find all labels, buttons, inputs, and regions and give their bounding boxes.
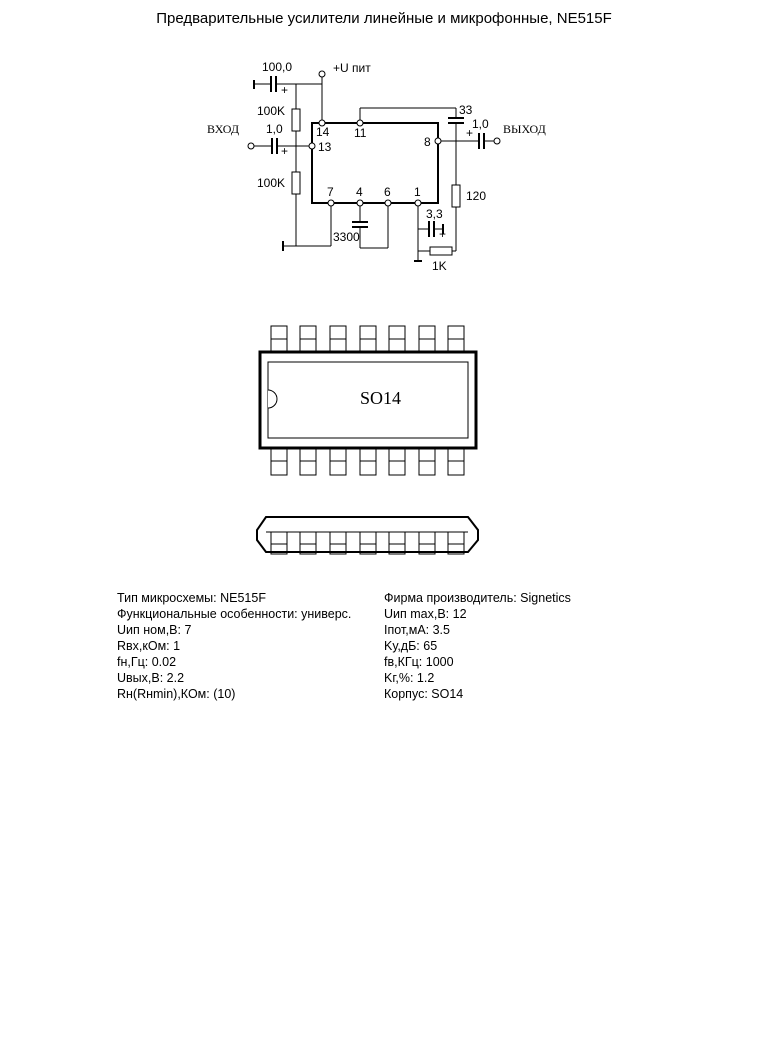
pin-14: 14 bbox=[316, 125, 330, 139]
pin-13: 13 bbox=[318, 140, 332, 154]
label-r-emitter: 1K bbox=[432, 259, 447, 273]
resistor-100k-bottom bbox=[292, 172, 300, 194]
param-chip-type: Тип микросхемы: NE515F bbox=[117, 591, 266, 605]
pin-8: 8 bbox=[424, 135, 431, 149]
resistor-100k-top bbox=[292, 109, 300, 131]
label-r-top: 100K bbox=[257, 104, 286, 118]
label-input: ВХОД bbox=[207, 122, 240, 136]
param-uout: Uвых,В: 2.2 bbox=[117, 671, 185, 685]
label-c-emitter: 3,3 bbox=[426, 207, 443, 221]
param-rin: Rвх,кОм: 1 bbox=[117, 639, 181, 653]
param-f-high: fв,КГц: 1000 bbox=[384, 655, 454, 669]
plus-sign: + bbox=[466, 126, 474, 140]
pin-6: 6 bbox=[384, 185, 391, 199]
param-thd: Kг,%: 1.2 bbox=[384, 671, 435, 685]
pin-7: 7 bbox=[327, 185, 334, 199]
package-label: SO14 bbox=[360, 388, 402, 408]
label-r-bottom: 100K bbox=[257, 176, 286, 190]
pin-11: 11 bbox=[354, 126, 367, 140]
package-top-pins bbox=[271, 326, 464, 352]
plus-sign: + bbox=[439, 227, 447, 241]
label-c-comp: 3300 bbox=[333, 230, 360, 244]
pin-4: 4 bbox=[356, 185, 363, 199]
label-supply: +U пит bbox=[333, 61, 371, 75]
params-left bbox=[117, 590, 351, 702]
package-bottom-pins bbox=[271, 448, 464, 475]
params-right bbox=[384, 590, 571, 702]
param-rload: Rн(Rнmin),КОм: (10) bbox=[117, 687, 236, 701]
param-manufacturer: Фирма производитель: Signetics bbox=[384, 591, 571, 605]
param-gain: Kу,дБ: 65 bbox=[384, 639, 438, 653]
param-supply-nom: Uип ном,В: 7 bbox=[117, 623, 192, 637]
page-title: Предварительные усилители линейные и микрофонные, NE515F bbox=[156, 10, 612, 27]
package-side-view bbox=[257, 517, 478, 554]
label-c-supply: 100,0 bbox=[262, 60, 293, 74]
pin-1: 1 bbox=[414, 185, 421, 199]
resistor-120 bbox=[452, 185, 460, 207]
label-c-out: 1,0 bbox=[472, 117, 489, 131]
param-current: Iпот,мА: 3.5 bbox=[384, 623, 450, 637]
param-f-low: fн,Гц: 0.02 bbox=[117, 655, 177, 669]
label-output: ВЫХОД bbox=[503, 122, 546, 136]
param-supply-max: Uип max,В: 12 bbox=[384, 607, 467, 621]
label-r-out: 120 bbox=[466, 189, 487, 203]
label-c-top: 33 bbox=[459, 103, 473, 117]
plus-sign: + bbox=[281, 83, 289, 97]
param-features: Функциональные особенности: универс. bbox=[117, 607, 352, 621]
plus-sign: + bbox=[281, 144, 289, 158]
resistor-1k bbox=[430, 247, 452, 255]
param-package: Корпус: SO14 bbox=[384, 687, 464, 701]
label-c-in: 1,0 bbox=[266, 122, 283, 136]
